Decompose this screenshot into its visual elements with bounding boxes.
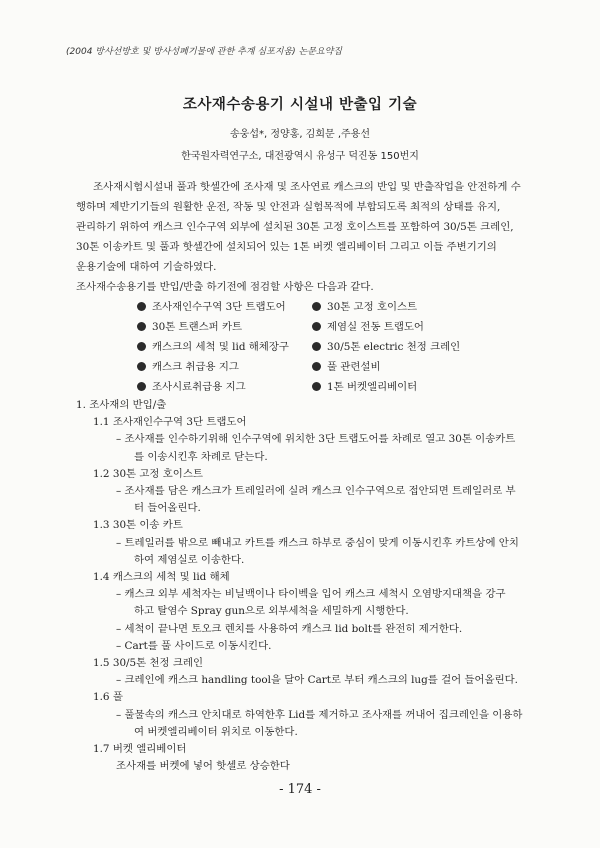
checklist-item: 30톤 고정 호이스트 [312,300,417,314]
body-line: 를 이송시킨후 차례로 닫는다. [134,450,268,463]
subsection-heading: 1.6 풀 [93,691,123,704]
body-line: – Cart를 풀 사이드로 이동시킨다. [116,639,272,652]
bullet-icon [312,382,321,391]
running-header: (2004 방사선방호 및 방사성폐기물에 관한 추계 심포지움) 논문요약집 [66,47,342,57]
intro-line: 운용기술에 대하여 기술하였다. [76,261,217,273]
subsection-heading: 1.2 30톤 고정 호이스트 [93,467,203,480]
bullet-icon [312,322,321,331]
subsection-heading: 1.4 캐스크의 세척 및 lid 해체 [93,571,230,583]
checklist-item: 30/5톤 electric 천정 크레인 [312,340,460,354]
bullet-icon [137,382,146,391]
author-list: 송웅섭*, 정양홍, 김희문 ,주용선 [230,129,370,140]
body-line: – 크레인에 캐스크 handling tool을 달아 Cart로 부터 캐스크의 lug를 걸어 들어올린다. [116,674,518,687]
affiliation: 한국원자력연구소, 대전광역시 유성구 덕진동 150번지 [181,151,419,162]
body-line: – 세척이 끝나면 토오크 렌치를 사용하여 캐스크 lid bolt를 완전히 제거한다. [116,622,463,635]
body-line: – 조사재를 인수하기위해 인수구역에 위치한 3단 트랩도어를 차례로 열고 30톤 이송카트 [116,433,516,446]
body-line: – 풀물속의 캐스크 안치대로 하역한후 Lid를 제거하고 조사재를 꺼내어 집크레인을 이용하 [116,708,523,721]
checklist-item: 캐스크 취급용 지그 [137,360,239,374]
bullet-icon [137,322,146,331]
body-line: – 조사재를 담은 캐스크가 트레일러에 실려 캐스크 인수구역으로 접안되면 트레일러로 부 [116,485,516,497]
bullet-icon [312,302,321,311]
checklist-item: 제염실 전동 트랩도어 [312,320,424,334]
bullet-icon [312,362,321,371]
body-line: 조사재를 버켓에 넣어 핫셀로 상승한다 [116,760,290,773]
bullet-icon [137,302,146,311]
paper-title: 조사재수송용기 시설내 반출입 기술 [182,96,418,113]
body-line: – 캐스크 외부 세척자는 비닐백이나 타이벡을 입어 캐스크 세척시 오염방지대책을 강구 [116,588,506,601]
bullet-icon [137,342,146,351]
subsection-heading: 1.7 버켓 엘리베이터 [93,743,187,755]
body-line: 터 들어올린다. [134,502,201,515]
bullet-icon [137,362,146,371]
body-line: 하여 제염실로 이송한다. [134,553,245,566]
body-line: – 트레일러를 밖으로 빼내고 카트를 캐스크 하부로 중심이 맞게 이동시킨후 카트상에 안치 [116,536,519,549]
intro-line: 30톤 이송카트 및 풀과 핫셀간에 설치되어 있는 1톤 버켓 엘리베이터 그리고 이들 주변기기의 [76,241,497,253]
subsection-heading: 1.5 30/5톤 천정 크레인 [93,657,203,669]
bullet-icon [312,342,321,351]
body-line: 하고 탈염수 Spray gun으로 외부세척을 세밀하게 시행한다. [134,605,409,618]
section-heading: 1. 조사재의 반입/출 [76,399,167,411]
subsection-heading: 1.1 조사재인수구역 3단 트랩도어 [93,416,247,429]
checklist-item: 캐스크의 세척 및 lid 해체장구 [137,340,289,354]
checklist-item: 1톤 버켓엘리베이터 [312,380,417,394]
page-number: - 174 - [279,782,321,798]
checklist-item: 조사시료취급용 지그 [137,380,246,394]
checklist-item: 풀 관련설비 [312,360,381,374]
body-line: 여 버켓엘리베이터 위치로 이동한다. [134,725,298,738]
checklist-intro: 조사재수송용기를 반입/반출 하기전에 점검할 사항은 다음과 같다. [76,281,374,293]
intro-line: 조사재시험시설내 풀과 핫셀간에 조사재 및 조사연료 캐스크의 반입 및 반출작업을 안전하게 수 [93,181,521,193]
checklist-item: 조사재인수구역 3단 트랩도어 [137,300,286,314]
intro-line: 관리하기 위하여 캐스크 인수구역 외부에 설치된 30톤 고정 호이스트를 포함하여 30/5톤 크레인, [76,221,514,233]
intro-line: 행하며 제반기기들의 원활한 운전, 작동 및 안전과 실험목적에 부합되도록 최적의 상태를 유지, [76,201,501,213]
subsection-heading: 1.3 30톤 이송 카트 [93,519,183,532]
checklist-item: 30톤 트랜스퍼 카트 [137,320,242,334]
